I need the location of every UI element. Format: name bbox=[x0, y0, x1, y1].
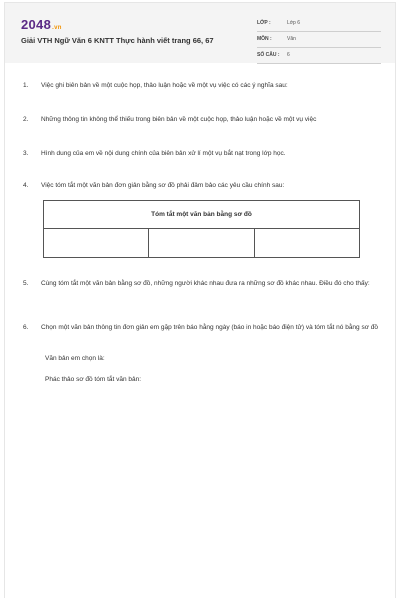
question-text: Cùng tóm tắt một văn bản bằng sơ đồ, những người khác nhau đưa ra những sơ đồ khác nhau. Điều đó cho thấy: bbox=[41, 280, 370, 287]
question-6 bbox=[23, 323, 379, 333]
worksheet-page bbox=[4, 2, 396, 598]
logo-text: 2048 bbox=[21, 17, 52, 32]
site-logo[interactable] bbox=[21, 17, 62, 32]
meta-row-question-count bbox=[257, 48, 381, 64]
question-text: Việc tóm tắt một văn bản đơn giản bằng sơ đồ phải đảm bảo các yêu cầu chính sau: bbox=[41, 182, 285, 189]
table-cell[interactable] bbox=[149, 229, 254, 257]
meta-row-subject bbox=[257, 32, 381, 48]
question-1 bbox=[23, 81, 379, 91]
worksheet-header bbox=[5, 3, 395, 63]
meta-label: SỐ CÂU : bbox=[257, 52, 280, 58]
document-title: Giải VTH Ngữ Văn 6 KNTT Thực hành viết trang 66, 67 bbox=[21, 36, 214, 45]
question-text: Chọn một văn bản thông tin đơn giản em gặp trên báo hằng ngày (báo in hoặc báo điện tử) và tóm tắt nó bằng sơ đồ bbox=[41, 324, 379, 331]
summary-table-row bbox=[44, 229, 359, 257]
meta-info bbox=[257, 16, 381, 64]
question-3 bbox=[23, 149, 379, 159]
logo-suffix: .vn bbox=[52, 25, 62, 31]
question-number: 5. bbox=[23, 280, 29, 287]
question-number: 4. bbox=[23, 182, 29, 189]
question-text: Việc ghi biên bản về một cuộc họp, thảo luận hoặc về một vụ việc có các ý nghĩa sau: bbox=[41, 82, 288, 89]
diagram-draft-prompt: Phác thảo sơ đồ tóm tắt văn bản: bbox=[45, 376, 142, 383]
question-number: 2. bbox=[23, 116, 29, 123]
summary-table bbox=[43, 200, 360, 258]
question-4 bbox=[23, 181, 379, 191]
question-text: Hình dung của em về nội dung chính của biên bản xử lí một vụ bắt nạt trong lớp học. bbox=[41, 150, 286, 157]
question-2 bbox=[23, 115, 379, 125]
meta-value: Văn bbox=[287, 36, 296, 42]
meta-label: LỚP : bbox=[257, 20, 271, 26]
question-text: Những thông tin không thể thiếu trong biên bản về một cuộc họp, thảo luận hoặc về một vụ việc bbox=[41, 116, 317, 123]
meta-value: Lớp 6 bbox=[287, 20, 301, 26]
question-number: 3. bbox=[23, 150, 29, 157]
table-cell[interactable] bbox=[255, 229, 359, 257]
meta-value: 6 bbox=[287, 52, 290, 58]
question-5 bbox=[23, 279, 379, 289]
table-cell[interactable] bbox=[44, 229, 149, 257]
question-number: 1. bbox=[23, 82, 29, 89]
question-number: 6. bbox=[23, 324, 29, 331]
meta-row-class bbox=[257, 16, 381, 32]
summary-table-header: Tóm tắt một văn bản bằng sơ đồ bbox=[44, 201, 359, 229]
chosen-text-prompt: Văn bản em chọn là: bbox=[45, 355, 105, 362]
meta-label: MÔN : bbox=[257, 36, 272, 42]
